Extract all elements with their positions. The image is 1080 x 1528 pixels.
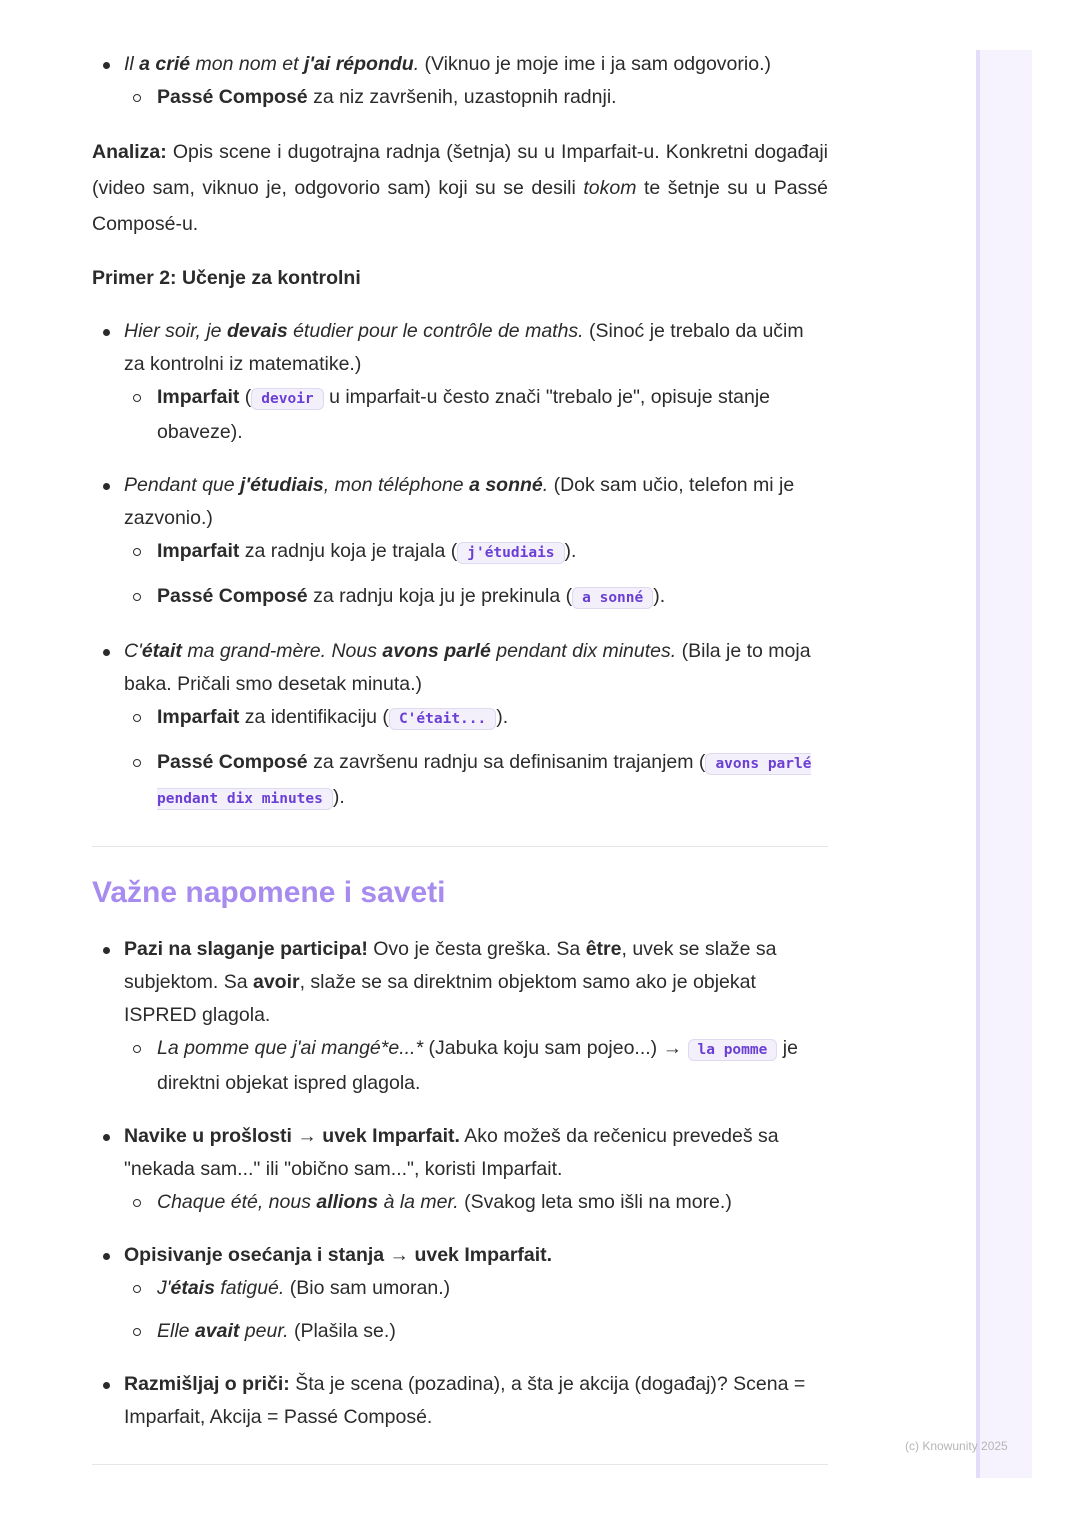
list-item: Pendant que j'étudiais, mon téléphone a sonné. (Dok sam učio, telefon mi je zazvonio.) Imparfait za radnju koja je trajala ( j'étudiais ). Passé Composé za radnju koja ju je prekinula ( a sonné ). xyxy=(92,469,828,615)
list-item: Opisivanje osećanja i stanja → uvek Imparfait. J'étais fatigué. (Bio sam umoran.) Elle avait peur. (Plašila se.) xyxy=(92,1239,828,1348)
section-divider xyxy=(92,1464,828,1465)
sub-list-item: La pomme que j'ai mangé*e...* (Jabuka koju sam pojeo...) → la pomme je direktni objekat ispred glagola. xyxy=(124,1032,828,1100)
document-body xyxy=(92,48,828,1465)
code-chip: devoir xyxy=(251,388,323,410)
section-heading: Važne napomene i saveti xyxy=(92,876,446,909)
side-panel xyxy=(976,50,1032,1478)
tips-list xyxy=(92,933,828,1434)
sub-list-item: Chaque été, nous allions à la mer. (Svakog leta smo išli na more.) xyxy=(124,1186,828,1219)
copyright-footer: (c) Knowunity 2025 xyxy=(905,1439,1008,1453)
sub-list-item: Elle avait peur. (Plašila se.) xyxy=(124,1315,828,1348)
code-chip: j'étudiais xyxy=(457,542,564,564)
code-chip: a sonné xyxy=(572,587,653,609)
section-divider xyxy=(92,846,828,847)
code-chip: la pomme xyxy=(688,1039,778,1061)
sub-list-item: Passé Composé za radnju koja ju je prekinula ( a sonné ). xyxy=(124,580,828,615)
code-chip: C'était... xyxy=(389,708,496,730)
sub-list-item: Passé Composé za završenu radnju sa definisanim trajanjem ( avons parlé pendant dix minutes ). xyxy=(124,746,828,816)
sub-list-item: J'étais fatigué. (Bio sam umoran.) xyxy=(124,1272,828,1305)
list-item: Razmišljaj o priči: Šta je scena (pozadina), a šta je akcija (događaj)? Scena = Imparfait, Akcija = Passé Composé. xyxy=(92,1368,828,1434)
code-chip: avons parlé pendant dix minutes xyxy=(157,753,811,810)
example-2-title: Primer 2: Učenje za kontrolni xyxy=(92,267,361,289)
sub-list-item: Passé Composé za niz završenih, uzastopnih radnji. xyxy=(124,81,828,114)
sub-list-item: Imparfait ( devoir u imparfait-u često znači "trebalo je", opisuje stanje obaveze). xyxy=(124,381,828,449)
list-item: Hier soir, je devais étudier pour le contrôle de maths. (Sinoć je trebalo da učim za kontrolni iz matematike.) Imparfait ( devoir u imparfait-u često znači "trebalo je", opisuje stanje obaveze). xyxy=(92,315,828,449)
side-panel-border xyxy=(976,50,980,1478)
list-item: Pazi na slaganje participa! Ovo je česta greška. Sa être, uvek se slaže sa subjektom. Sa avoir, slaže se sa direktnim objektom samo ako je objekat ISPRED glagola. La pomme que j'ai mangé*e...* (Jabuka koju sam pojeo...) → la pomme je direktni objekat ispred glagola. xyxy=(92,933,828,1100)
example-2-list xyxy=(92,315,828,816)
sub-list-item: Imparfait za identifikaciju ( C'était... ). xyxy=(124,701,828,736)
sub-list-item: Imparfait za radnju koja je trajala ( j'étudiais ). xyxy=(124,535,828,570)
list-item: Navike u prošlosti → uvek Imparfait. Ako možeš da rečenicu prevedeš sa "nekada sam..." ili "obično sam...", koristi Imparfait. Chaque été, nous allions à la mer. (Svakog leta smo išli na more.) xyxy=(92,1120,828,1219)
intro-list xyxy=(92,48,828,114)
analysis-paragraph: Analiza: Opis scene i dugotrajna radnja (šetnja) su u Imparfait-u. Konkretni događaji (video sam, viknuo je, odgovorio sam) koji su se desili tokom te šetnje su u Passé Composé-u. xyxy=(92,141,829,235)
list-item: Il a crié mon nom et j'ai répondu. (Viknuo je moje ime i ja sam odgovorio.) Passé Composé za niz završenih, uzastopnih radnji. xyxy=(92,48,828,114)
list-item: C'était ma grand-mère. Nous avons parlé pendant dix minutes. (Bila je to moja baka. Pričali smo desetak minuta.) Imparfait za identifikaciju ( C'était... ). Passé Composé za završenu radnju sa definisanim trajanjem ( avons parlé pendant dix minutes ). xyxy=(92,635,828,816)
